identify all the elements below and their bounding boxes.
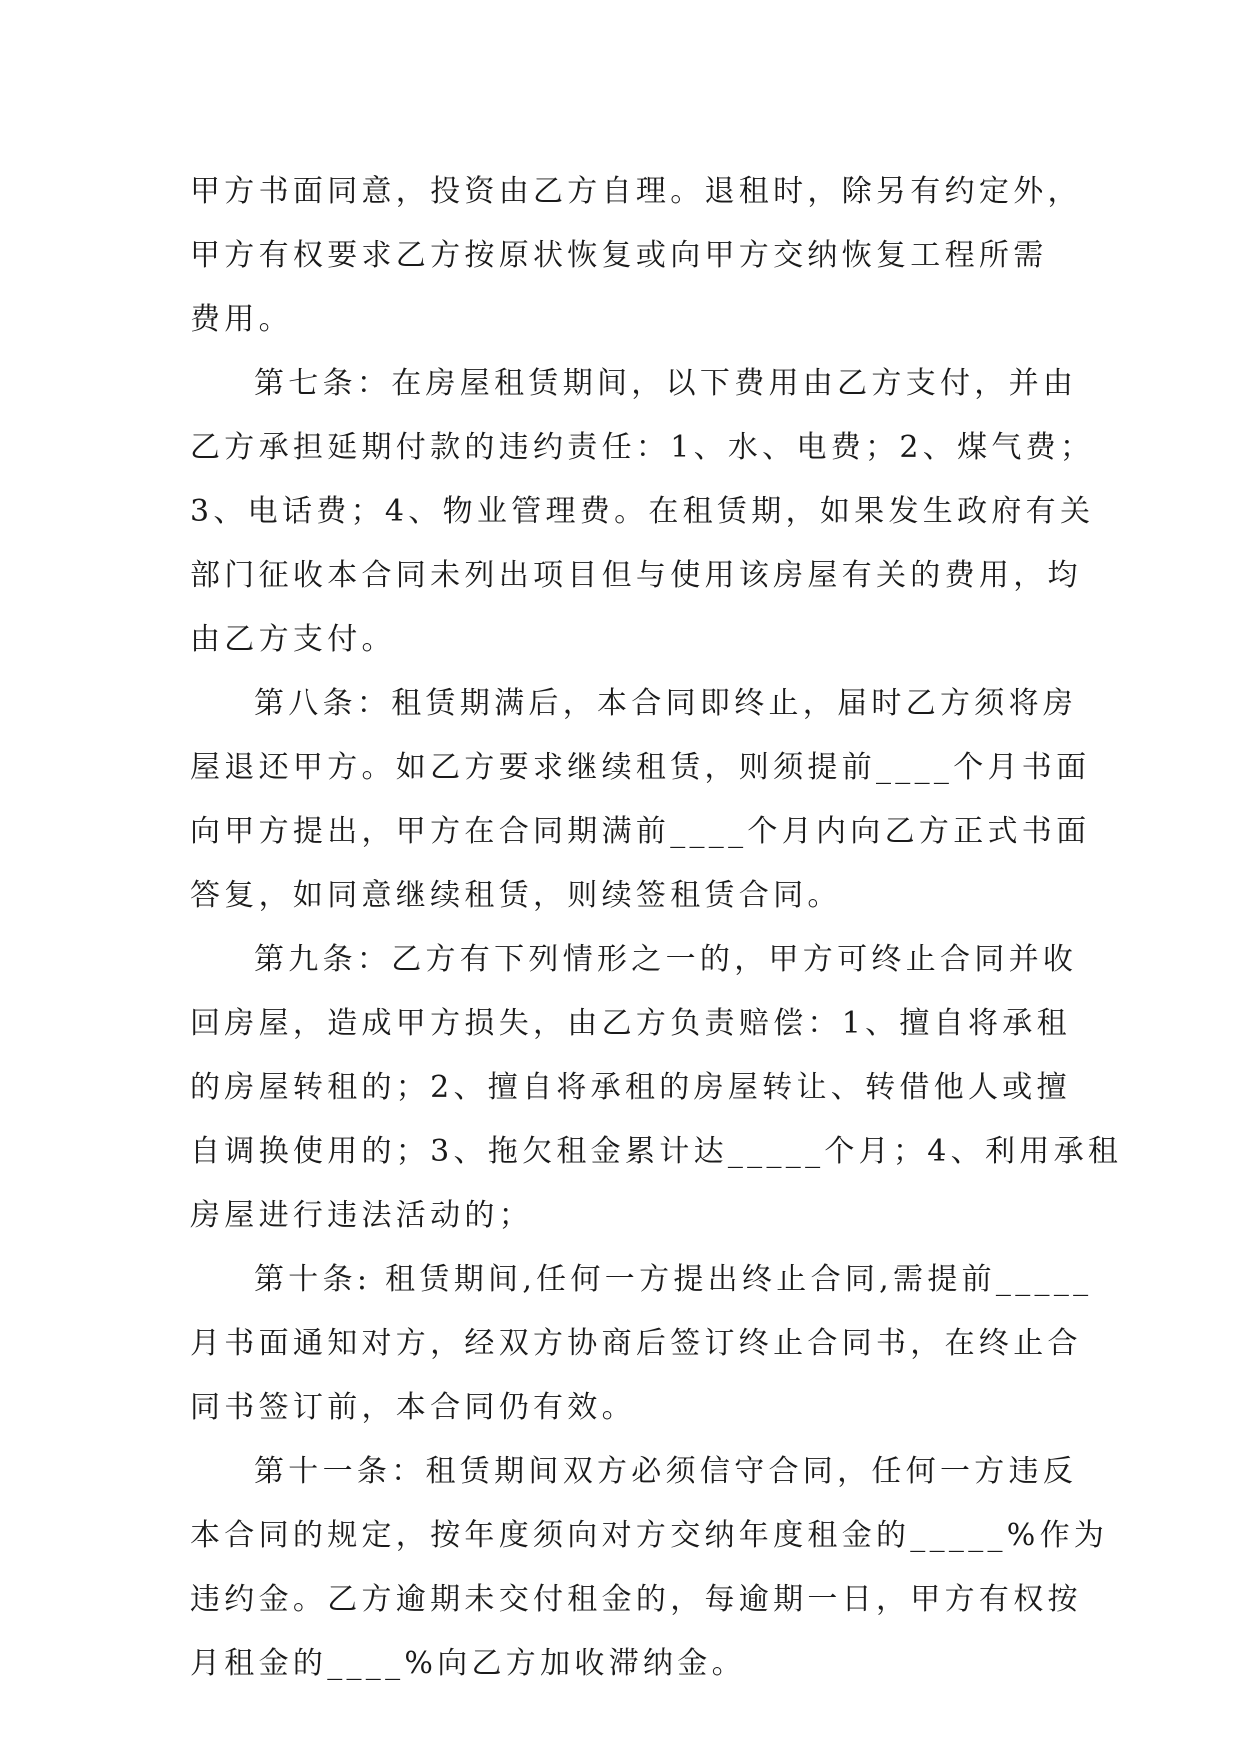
text-line: 第九条：乙方有下列情形之一的，甲方可终止合同并收 [254, 942, 1078, 977]
text-line: 月书面通知对方，经双方协商后签订终止合同书，在终止合 [190, 1326, 1082, 1361]
paragraph-article-9 [190, 928, 1123, 1248]
text-line: 部门征收本合同未列出项目但与使用该房屋有关的费用，均 [190, 558, 1082, 593]
text-line: 月租金的____%向乙方加收滞纳金。 [190, 1646, 746, 1681]
text-line: 3、电话费；4、物业管理费。在租赁期，如果发生政府有关 [190, 494, 1095, 529]
text-line: 本合同的规定，按年度须向对方交纳年度租金的_____%作为 [190, 1518, 1109, 1553]
text-line: 第十条: 租赁期间,任何一方提出终止合同,需提前_____ [254, 1262, 1093, 1297]
text-line: 同书签订前，本合同仍有效。 [190, 1390, 636, 1425]
text-line: 屋退还甲方。如乙方要求继续租赁，则须提前____个月书面 [190, 750, 1091, 785]
text-line: 的房屋转租的；2、擅自将承租的房屋转让、转借他人或擅 [190, 1070, 1071, 1105]
text-line: 回房屋，造成甲方损失，由乙方负责赔偿：1、擅自将承租 [190, 1006, 1071, 1041]
text-line: 违约金。乙方逾期未交付租金的，每逾期一日，甲方有权按 [190, 1582, 1082, 1617]
text-line: 乙方承担延期付款的违约责任：1、水、电费；2、煤气费； [190, 430, 1095, 465]
text-line: 由乙方支付。 [190, 622, 396, 657]
text-line: 房屋进行违法活动的； [190, 1198, 533, 1233]
text-line: 第十一条：租赁期间双方必须信守合同，任何一方违反 [254, 1454, 1078, 1489]
text-line: 自调换使用的；3、拖欠租金累计达_____个月；4、利用承租 [190, 1134, 1123, 1169]
paragraph-article-7 [190, 352, 1095, 672]
paragraph-article-10 [190, 1248, 1093, 1440]
text-line: 费用。 [190, 302, 293, 337]
paragraph-renovation-continued [190, 160, 1082, 352]
text-line: 答复，如同意继续租赁，则续签租赁合同。 [190, 878, 842, 913]
document-body [190, 160, 1123, 1696]
text-line: 甲方有权要求乙方按原状恢复或向甲方交纳恢复工程所需 [190, 238, 1048, 273]
text-line: 甲方书面同意，投资由乙方自理。退租时，除另有约定外， [190, 174, 1082, 209]
text-line: 向甲方提出，甲方在合同期满前____个月内向乙方正式书面 [190, 814, 1091, 849]
text-line: 第八条：租赁期满后，本合同即终止，届时乙方须将房 [254, 686, 1078, 721]
paragraph-article-8 [190, 672, 1091, 928]
text-line: 第七条：在房屋租赁期间，以下费用由乙方支付，并由 [254, 366, 1078, 401]
paragraph-article-11 [190, 1440, 1109, 1696]
